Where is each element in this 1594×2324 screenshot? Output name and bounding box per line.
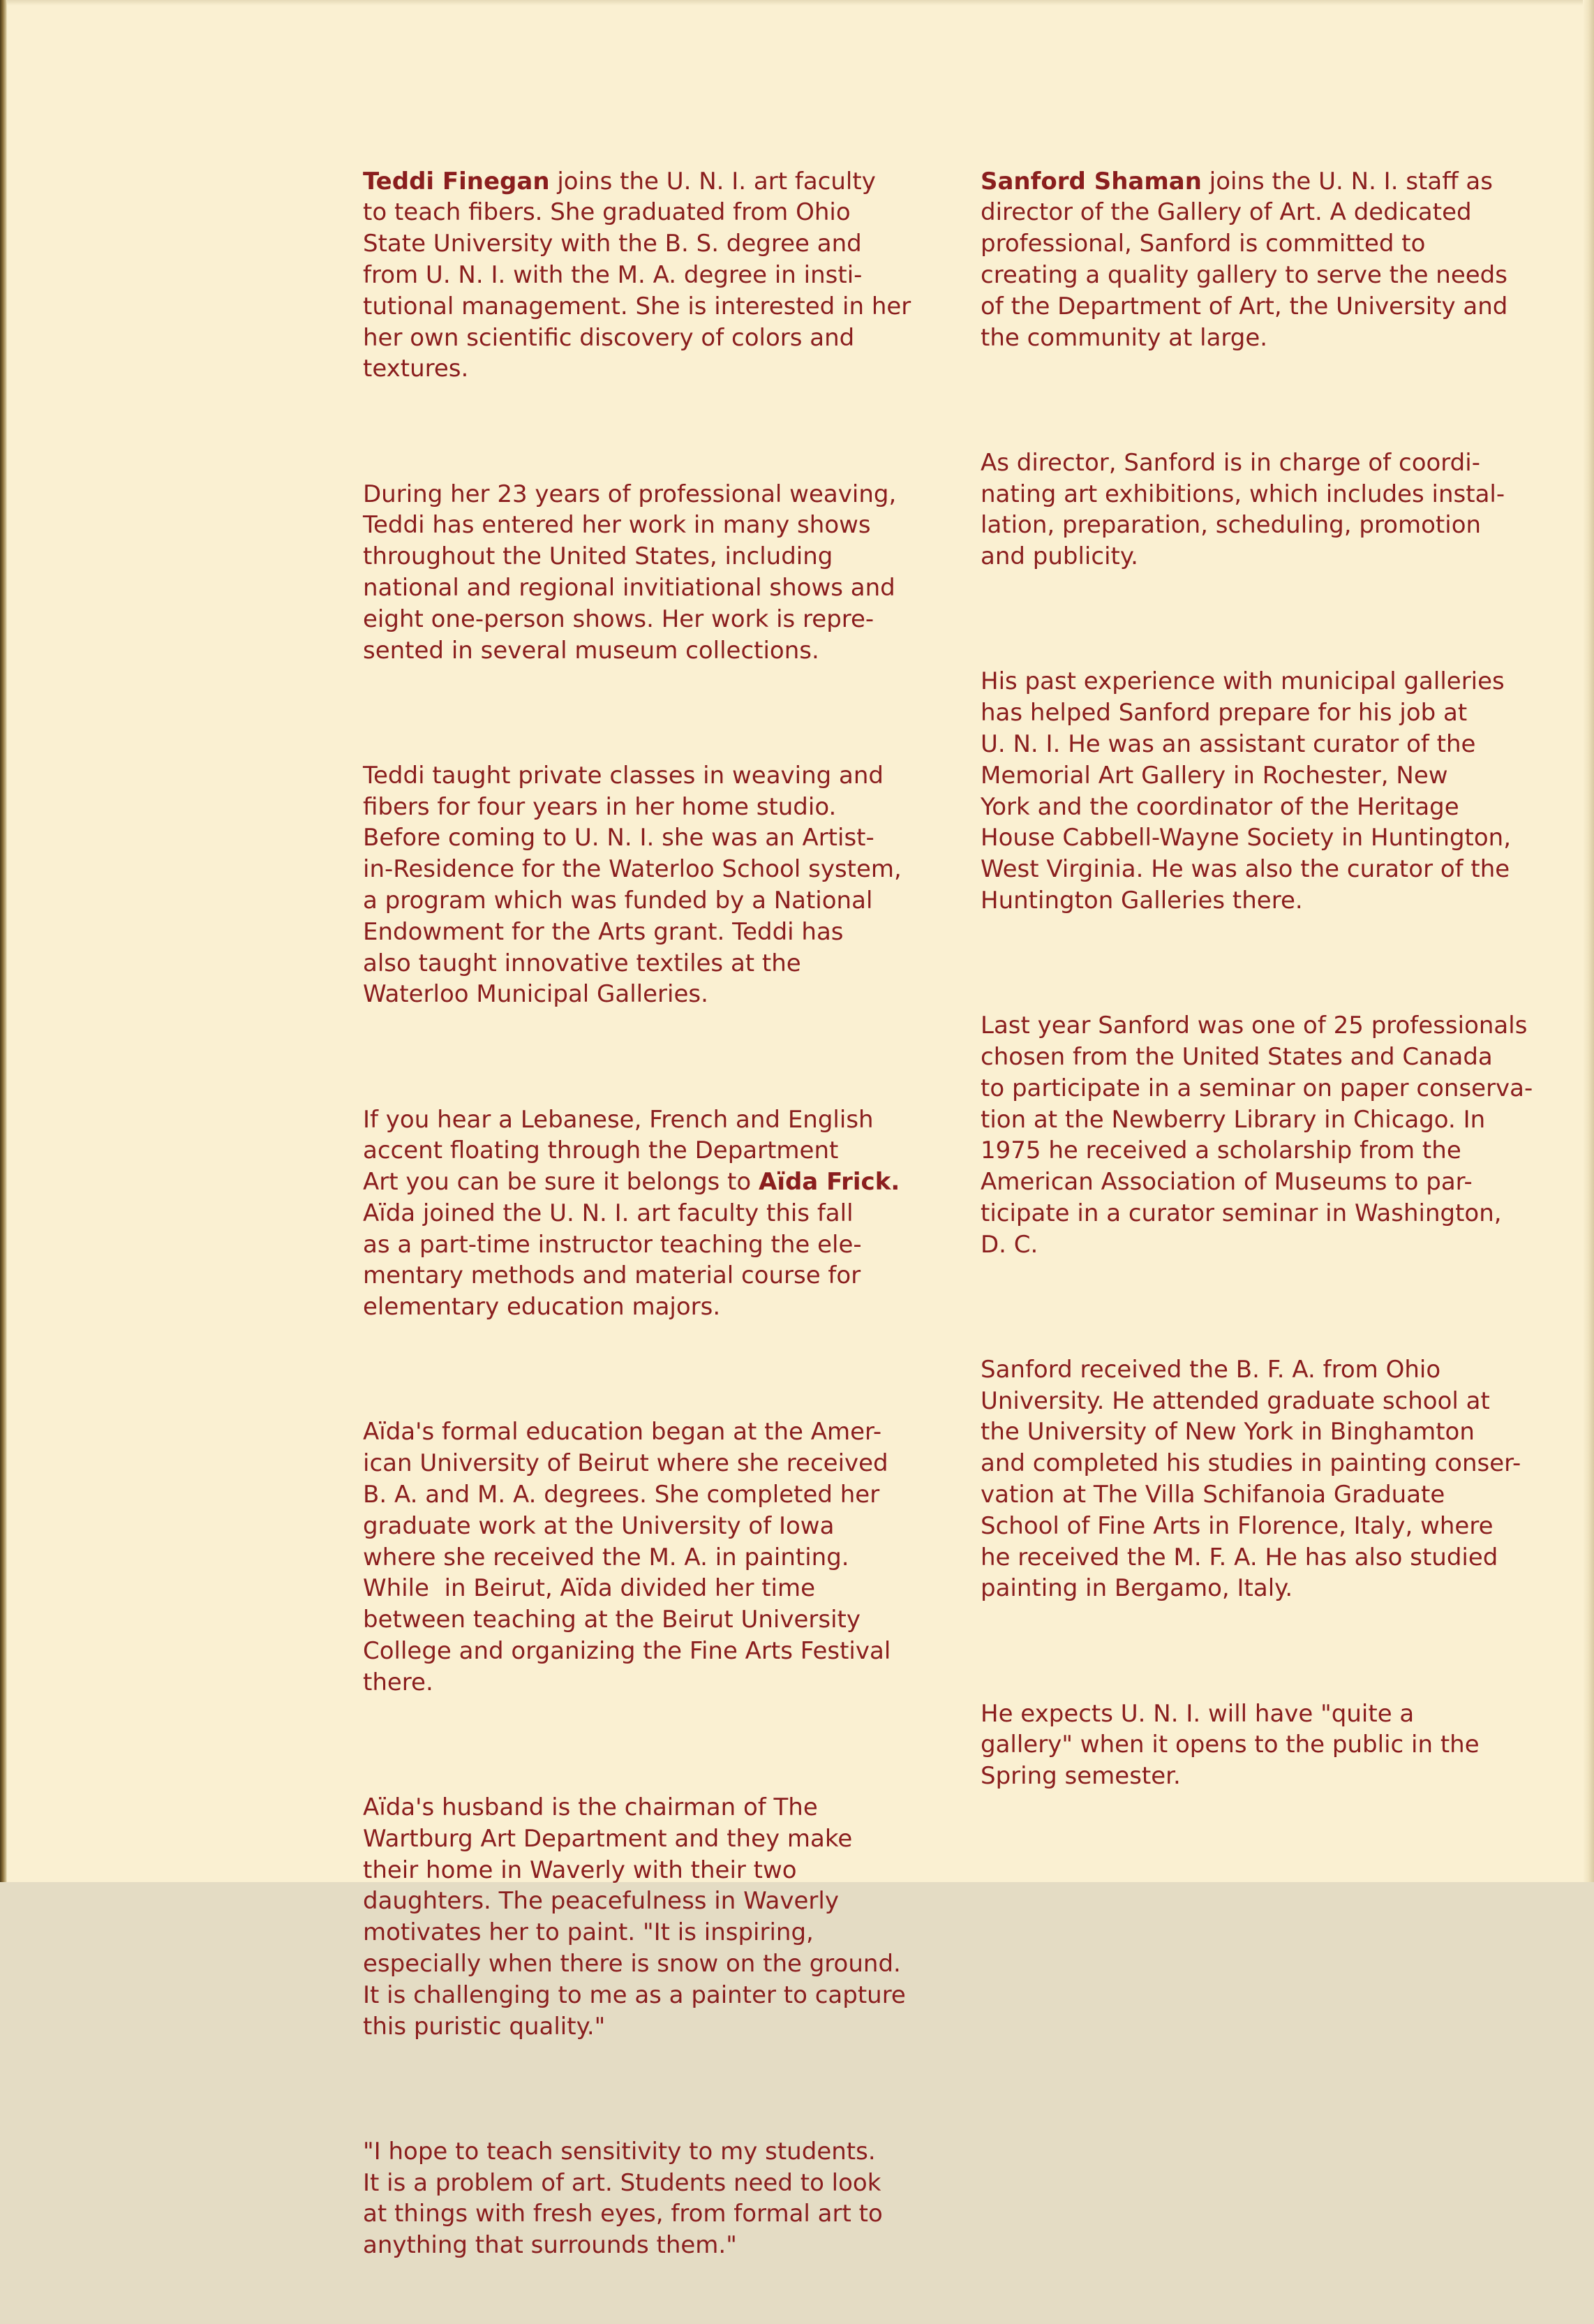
paragraph-frick-intro (363, 1104, 949, 1324)
paragraph-shaman-seminar: Last year Sanford was one of 25 professionals chosen from the United States and Canada to participate in a seminar on paper conserva- tion at the Newberry Library in Chicago. In 1975 he received a scholarship from the American Association of Museums to par- ticipate in a curator seminar in Washington, D. C. (981, 1012, 1533, 1259)
paragraph-frick-education: Aïda's formal education began at the Amer- ican University of Beirut where she received B. A. and M. A. degrees. She completed her graduate work at the University of Iowa where she received the M. A. in painting. While in Beirut, Aïda divided her time between teaching at the Beirut University College and organizing the Fine Arts Festival there. (363, 1418, 891, 1696)
paragraph-shaman-experience: His past experience with municipal galleries has helped Sanford prepare for his job at U. N. I. He was an assistant curator of the Memorial Art Gallery in Rochester, New York and the coordinator of the Heritage House Cabbell-Wayne Society in Huntington, West Virginia. He was also the curator of the Huntington Galleries there. (981, 667, 1512, 915)
paragraph-frick-quote: "I hope to teach sensitivity to my students. It is a problem of art. Students need to look at things with fresh eyes, from formal art to anything that surrounds them." (363, 2137, 883, 2260)
finegan-intro-text: joins the U. N. I. art faculty to teach fibers. She graduated from Ohio State University with the B. S. degree and from U. N. I. with the M. A. degree in insti- tutional management. She is interested in her her own scientific discovery of colors and textures. (363, 167, 911, 383)
paragraph-shaman-education: Sanford received the B. F. A. from Ohio University. He attended graduate school at the University of New York in Binghamton and completed his studies in painting conser- vation at The Villa Schifanoia Graduate School of Fine Arts in Florence, Italy, where he received the M. F. A. He has also studied painting in Bergamo, Italy. (981, 1355, 1521, 1603)
paragraph-shaman-expectation: He expects U. N. I. will have "quite a gallery" when it opens to the public in the Spring semester. (981, 1699, 1480, 1791)
right-column (981, 103, 1553, 1855)
paragraph-shaman-intro (981, 166, 1553, 354)
name-sanford-shaman: Sanford Shaman (981, 167, 1202, 195)
name-teddi-finegan: Teddi Finegan (363, 167, 550, 195)
frick-intro-text-after: Aïda joined the U. N. I. art faculty this fall as a part-time instructor teaching the ele- mentary methods and material course for elementary education majors. (363, 1199, 862, 1322)
page-top-edge (0, 0, 1594, 6)
left-column (363, 103, 949, 2324)
paragraph-finegan-intro (363, 166, 949, 385)
frick-intro-text-before: If you hear a Lebanese, French and English accent floating through the Department Art you can be sure it belongs to (363, 1105, 874, 1197)
name-aida-frick: Aïda Frick. (759, 1168, 900, 1197)
page-right-edge (1583, 0, 1594, 1882)
paragraph-shaman-director: As director, Sanford is in charge of coordi- nating art exhibitions, which includes instal- lation, preparation, scheduling, promotion and publicity. (981, 448, 1505, 571)
paragraph-finegan-weaving: During her 23 years of professional weaving, Teddi has entered her work in many shows throughout the United States, including national and regional invitiational shows and eight one-person shows. Her work is repre- sented in several museum collections. (363, 480, 897, 665)
page-binding-edge (0, 0, 7, 1882)
paragraph-finegan-teaching: Teddi taught private classes in weaving and fibers for four years in her home studio. Before coming to U. N. I. she was an Artist- in-Residence for the Waterloo School system, a program which was funded by a National Endowment for the Arts grant. Teddi has also taught innovative textiles at the Waterloo Municipal Galleries. (363, 761, 902, 1009)
shaman-intro-text: joins the U. N. I. staff as director of the Gallery of Art. A dedicated professional, Sanford is committed to creating a quality gallery to serve the needs of the Department of Art, the University and the community at large. (981, 167, 1508, 352)
paragraph-frick-family: Aïda's husband is the chairman of The Wartburg Art Department and they make their home in Waverly with their two daughters. The peacefulness in Waverly motivates her to paint. "It is inspiring, especially when there is snow on the ground. It is challenging to me as a painter to capture this puristic quality." (363, 1793, 906, 2041)
